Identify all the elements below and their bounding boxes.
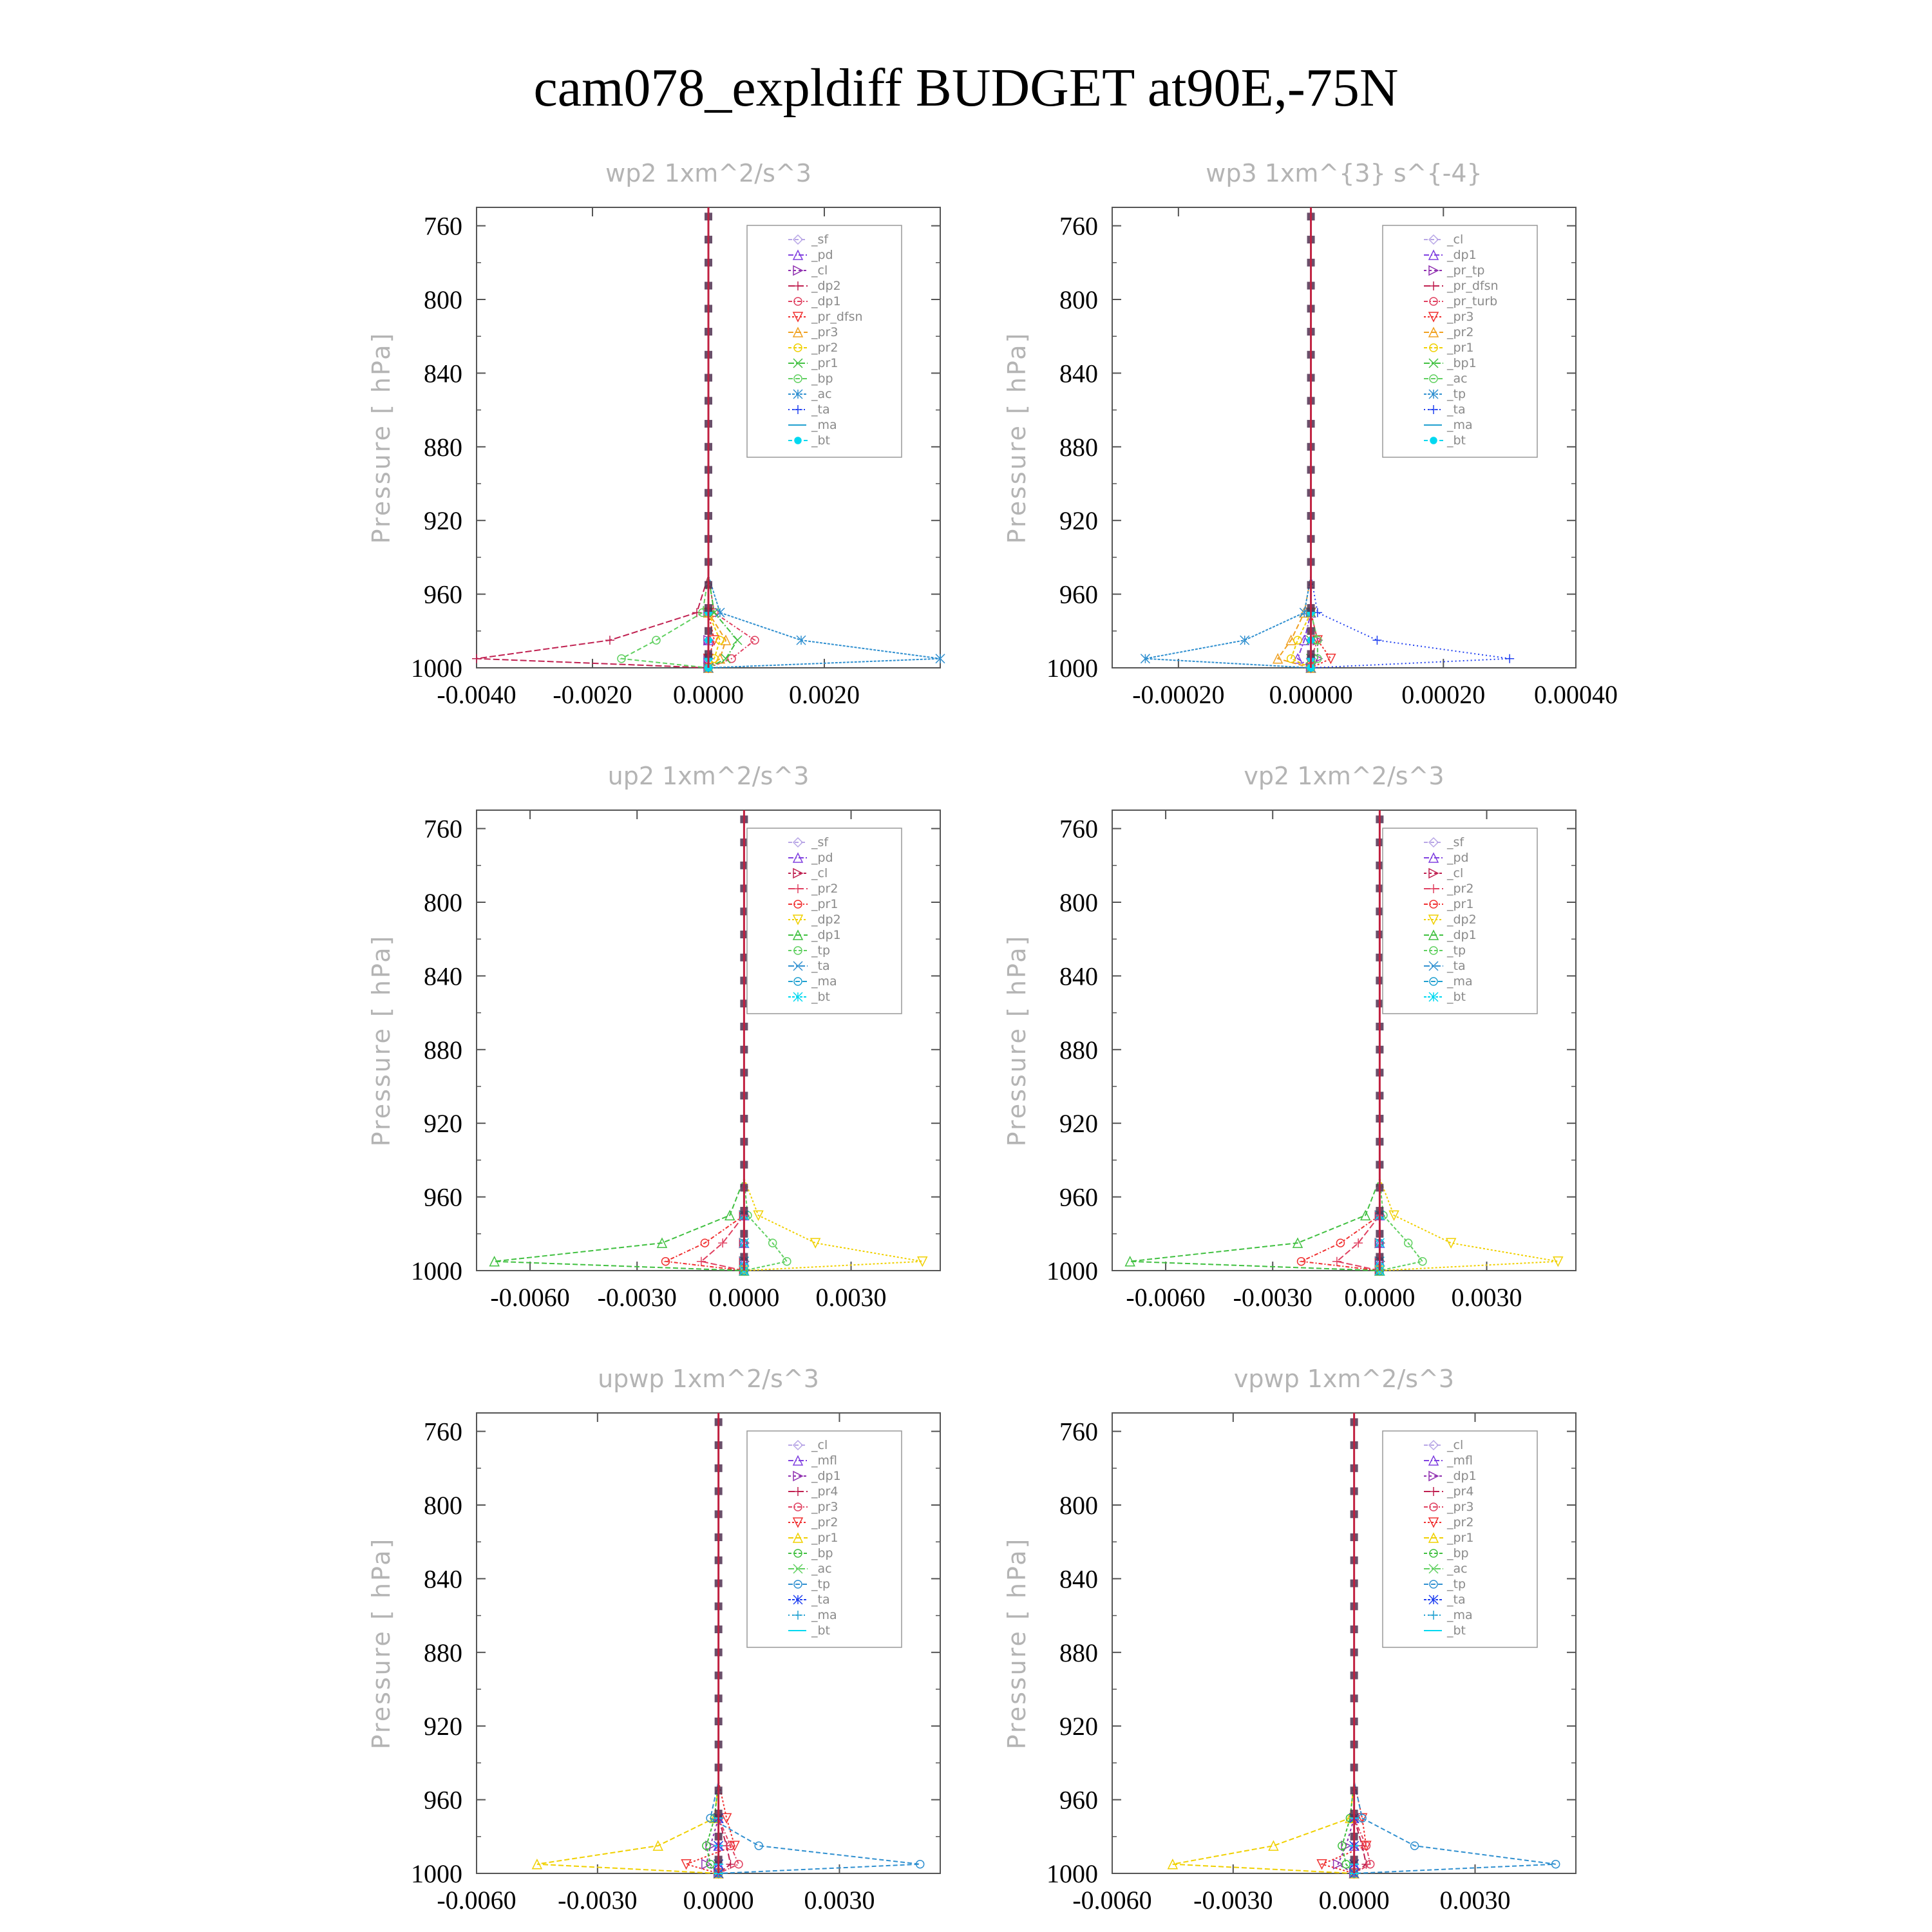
- legend-label: _dp1: [811, 928, 841, 942]
- x-tick-label: 0.0000: [1344, 1283, 1416, 1312]
- x-tick-label: 0.0030: [804, 1886, 875, 1915]
- legend-label: _tp: [1447, 1577, 1466, 1591]
- legend-label: _pr1: [811, 356, 838, 370]
- legend-label: _dp2: [1447, 913, 1477, 927]
- series-line: [1173, 1422, 1354, 1873]
- legend-label: _pr_dfsn: [811, 310, 863, 324]
- legend-label: _dp1: [811, 1469, 841, 1483]
- legend-label: _pr2: [1447, 1515, 1474, 1530]
- y-tick-label: 1000: [1046, 1859, 1098, 1888]
- x-tick-label: -0.0060: [1072, 1886, 1152, 1915]
- y-axis-label: Pressure [ hPa]: [1003, 1537, 1031, 1750]
- x-tick-label: -0.00020: [1132, 680, 1225, 709]
- legend-label: _bt: [811, 1624, 831, 1638]
- legend-label: _ta: [811, 1593, 830, 1607]
- legend-label: _dp1: [1447, 928, 1477, 942]
- legend-label: _bt: [1447, 433, 1466, 448]
- legend-label: _pr_dfsn: [1447, 279, 1499, 293]
- legend-label: _sf: [811, 835, 829, 849]
- legend-label: _pd: [1447, 851, 1469, 865]
- legend-label: _bp: [1447, 1546, 1469, 1560]
- legend-label: _cl: [811, 1438, 828, 1452]
- y-tick-label: 880: [424, 432, 462, 462]
- legend-label: _ma: [811, 1608, 837, 1622]
- x-tick-label: 0.00040: [1534, 680, 1618, 709]
- legend-label: _dp2: [811, 279, 841, 293]
- legend-label: _ta: [1447, 402, 1466, 417]
- legend-label: _ta: [811, 959, 830, 973]
- legend: [1383, 1431, 1537, 1647]
- x-tick-label: 0.00020: [1401, 680, 1486, 709]
- panel-title: vp2 1xm^2/s^3: [1244, 762, 1444, 790]
- legend-label: _pr3: [811, 325, 838, 339]
- y-tick-label: 800: [1059, 285, 1098, 314]
- x-tick-label: -0.0020: [553, 680, 632, 709]
- y-tick-label: 960: [424, 1785, 462, 1815]
- y-axis-label: Pressure [ hPa]: [1003, 934, 1031, 1147]
- x-tick-label: -0.0030: [1233, 1283, 1312, 1312]
- panel-title: vpwp 1xm^2/s^3: [1233, 1365, 1455, 1393]
- y-tick-label: 1000: [1046, 654, 1098, 683]
- y-tick-label: 880: [424, 1035, 462, 1065]
- legend-label: _pd: [811, 248, 833, 262]
- legend-label: _mfl: [811, 1454, 837, 1468]
- y-tick-label: 920: [1059, 1109, 1098, 1139]
- y-tick-label: 920: [1059, 1712, 1098, 1741]
- y-axis-label: Pressure [ hPa]: [367, 1537, 395, 1750]
- legend-label: _ta: [1447, 1593, 1466, 1607]
- panel-title: wp2 1xm^2/s^3: [605, 159, 811, 187]
- legend-label: _ac: [811, 387, 832, 401]
- legend-label: _pr3: [1447, 310, 1474, 324]
- legend-label: _pr2: [811, 882, 838, 896]
- legend-label: _ma: [1447, 974, 1473, 989]
- legend-label: _pr4: [811, 1484, 838, 1499]
- y-tick-label: 800: [424, 888, 462, 917]
- panel-title: up2 1xm^2/s^3: [607, 762, 810, 790]
- y-axis-label: Pressure [ hPa]: [1003, 331, 1031, 544]
- legend-label: _tp: [811, 943, 831, 958]
- x-tick-label: 0.0000: [1318, 1886, 1390, 1915]
- y-tick-label: 840: [424, 1564, 462, 1594]
- series-pr1: [1168, 1422, 1359, 1878]
- legend-label: _bt: [1447, 1624, 1466, 1638]
- legend-label: _dp1: [1447, 248, 1477, 262]
- page-title: cam078_expldiff BUDGET at90E,-75N: [533, 58, 1399, 118]
- x-tick-label: 0.0030: [1439, 1886, 1511, 1915]
- y-tick-label: 1000: [411, 1859, 462, 1888]
- y-tick-label: 760: [424, 211, 462, 241]
- legend-label: _pr3: [811, 1500, 838, 1514]
- legend-label: _cl: [1447, 866, 1464, 880]
- x-tick-label: -0.0030: [558, 1886, 638, 1915]
- y-tick-label: 880: [1059, 432, 1098, 462]
- y-tick-label: 880: [1059, 1638, 1098, 1667]
- x-tick-label: 0.0020: [789, 680, 860, 709]
- legend-label: _pr2: [811, 341, 838, 355]
- x-tick-label: 0.0030: [1451, 1283, 1522, 1312]
- legend-label: _ac: [811, 1562, 832, 1576]
- y-tick-label: 760: [424, 1417, 462, 1446]
- legend-label: _pr2: [1447, 882, 1474, 896]
- y-axis-label: Pressure [ hPa]: [367, 331, 395, 544]
- x-tick-label: 0.0000: [708, 1283, 780, 1312]
- legend-label: _mfl: [1447, 1454, 1473, 1468]
- legend-label: _ma: [811, 418, 837, 432]
- legend-label: _tp: [811, 1577, 831, 1591]
- y-tick-label: 840: [1059, 1564, 1098, 1594]
- legend-label: _bt: [811, 990, 831, 1004]
- y-tick-label: 1000: [411, 654, 462, 683]
- legend-label: _cl: [1447, 232, 1464, 247]
- legend-label: _dp1: [811, 294, 841, 308]
- legend-label: _pr1: [811, 1531, 838, 1545]
- y-tick-label: 800: [424, 285, 462, 314]
- legend-label: _dp2: [811, 913, 841, 927]
- y-tick-label: 960: [1059, 1785, 1098, 1815]
- x-tick-label: 0.00000: [1269, 680, 1353, 709]
- y-tick-label: 800: [1059, 1491, 1098, 1520]
- y-tick-label: 1000: [411, 1256, 462, 1285]
- legend-label: _ma: [811, 974, 837, 989]
- y-tick-label: 920: [424, 1109, 462, 1139]
- y-tick-label: 840: [424, 359, 462, 388]
- y-tick-label: 920: [424, 506, 462, 536]
- x-tick-label: -0.0030: [597, 1283, 677, 1312]
- legend-label: _bp: [811, 372, 833, 386]
- x-tick-label: 0.0030: [815, 1283, 887, 1312]
- y-tick-label: 880: [424, 1638, 462, 1667]
- y-tick-label: 760: [1059, 814, 1098, 844]
- legend-label: _ac: [1447, 372, 1468, 386]
- legend-label: _ac: [1447, 1562, 1468, 1576]
- legend-label: _bt: [811, 433, 831, 448]
- y-tick-label: 840: [1059, 359, 1098, 388]
- panel-title: upwp 1xm^2/s^3: [598, 1365, 819, 1393]
- y-tick-label: 880: [1059, 1035, 1098, 1065]
- legend-label: _dp1: [1447, 1469, 1477, 1483]
- legend-label: _sf: [1447, 835, 1464, 849]
- y-tick-label: 1000: [1046, 1256, 1098, 1285]
- legend-label: _pr1: [1447, 341, 1474, 355]
- legend-label: _pr2: [811, 1515, 838, 1530]
- x-tick-label: 0.0000: [683, 1886, 754, 1915]
- y-tick-label: 800: [424, 1491, 462, 1520]
- legend-label: _cl: [811, 866, 828, 880]
- legend-label: _pr3: [1447, 1500, 1474, 1514]
- y-tick-label: 960: [1059, 580, 1098, 609]
- legend-label: _tp: [1447, 943, 1466, 958]
- legend-label: _ma: [1447, 1608, 1473, 1622]
- legend-label: _ta: [811, 402, 830, 417]
- legend-label: _tp: [1447, 387, 1466, 401]
- legend-label: _ta: [1447, 959, 1466, 973]
- y-tick-label: 760: [1059, 1417, 1098, 1446]
- x-tick-label: -0.0040: [437, 680, 516, 709]
- legend-label: _pr1: [1447, 1531, 1474, 1545]
- x-tick-label: -0.0030: [1193, 1886, 1273, 1915]
- legend-label: _pr1: [811, 897, 838, 911]
- x-tick-label: 0.0000: [673, 680, 744, 709]
- legend-label: _bp: [811, 1546, 833, 1560]
- y-tick-label: 960: [424, 1182, 462, 1212]
- legend-label: _pd: [811, 851, 833, 865]
- legend-label: _pr_tp: [1447, 263, 1485, 278]
- legend-label: _pr1: [1447, 897, 1474, 911]
- legend-label: _sf: [811, 232, 829, 247]
- x-tick-label: -0.0060: [490, 1283, 570, 1312]
- legend-label: _ma: [1447, 418, 1473, 432]
- panel-title: wp3 1xm^{3} s^{-4}: [1206, 159, 1482, 187]
- y-tick-label: 960: [424, 580, 462, 609]
- y-tick-label: 920: [1059, 506, 1098, 536]
- x-tick-label: -0.0060: [1126, 1283, 1206, 1312]
- y-tick-label: 840: [424, 961, 462, 991]
- y-tick-label: 840: [1059, 961, 1098, 991]
- legend-label: _cl: [1447, 1438, 1464, 1452]
- legend-label: _cl: [811, 263, 828, 278]
- legend-label: _pr_turb: [1447, 294, 1498, 308]
- y-tick-label: 920: [424, 1712, 462, 1741]
- legend-label: _pr4: [1447, 1484, 1474, 1499]
- y-tick-label: 960: [1059, 1182, 1098, 1212]
- x-tick-label: -0.0060: [437, 1886, 516, 1915]
- y-tick-label: 760: [424, 814, 462, 844]
- series-pr2: [1318, 1422, 1371, 1878]
- legend-label: _bt: [1447, 990, 1466, 1004]
- y-tick-label: 800: [1059, 888, 1098, 917]
- legend-label: _pr2: [1447, 325, 1474, 339]
- y-axis-label: Pressure [ hPa]: [367, 934, 395, 1147]
- y-tick-label: 760: [1059, 211, 1098, 241]
- legend-label: _bp1: [1447, 356, 1477, 370]
